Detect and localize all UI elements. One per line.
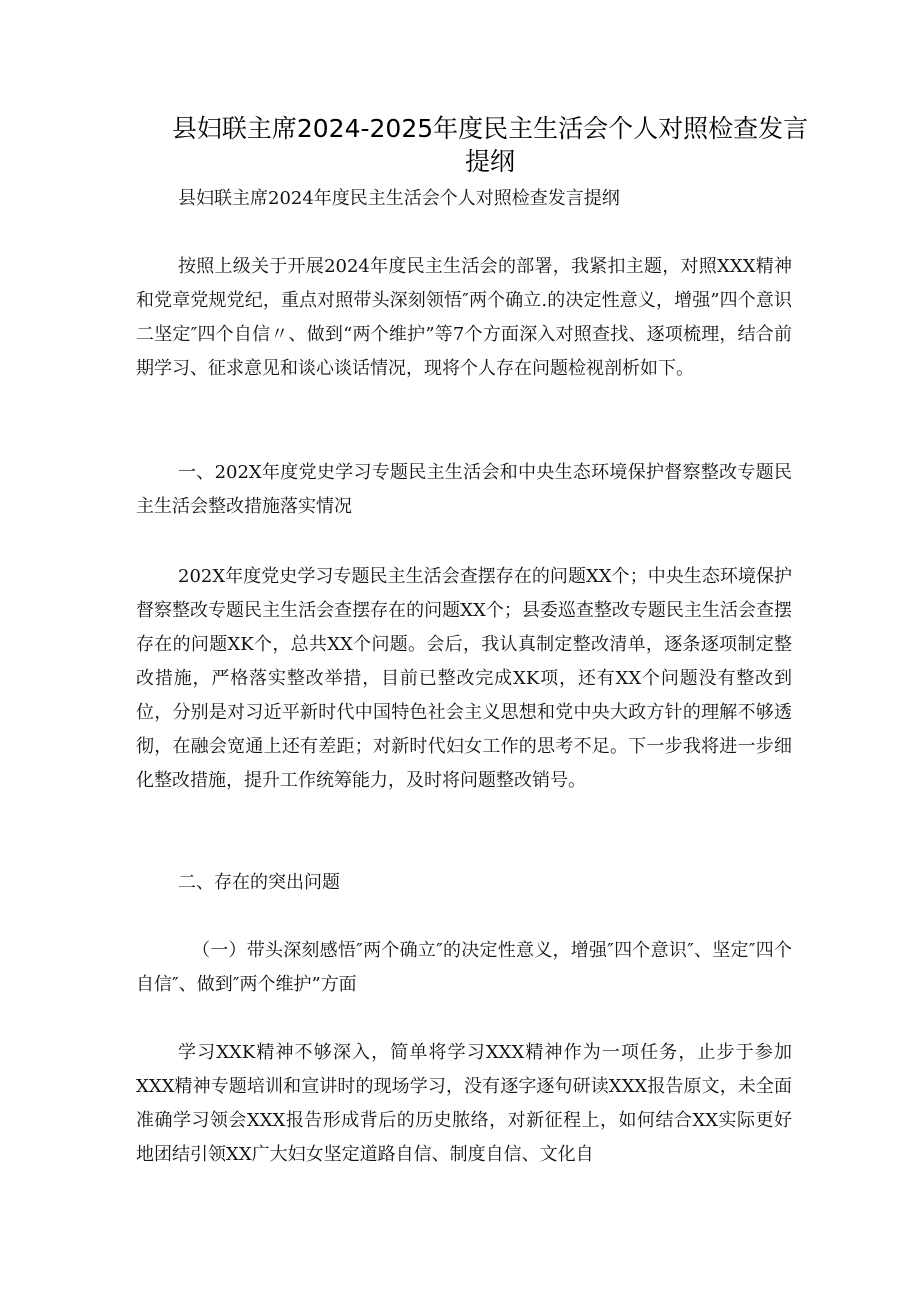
section-heading-2: 二、存在的突出问题 <box>178 872 340 893</box>
document-title: 县妇联主席2024-2025年度民主生活会个人对照检查发言提纲 <box>171 114 809 176</box>
intro-paragraph: 按照上级关于开展2024年度民主生活会的部署，我紧扣主题，对照XXX精神和党章党规党纪，重点对照带头深刻领悟″两个确立.的决定性意义，增强”四个意识二坚定″四个自信〃、做到“两个维护”等7个方面深入对照查找、逐项梳理，结合前期学习、征求意见和谈心谈话情况，现将个人存在问题检视剖析如下。 <box>136 256 792 379</box>
section-body-1: 202X年度党史学习专题民主生活会查摆存在的问题XX个；中央生态环境保护督察整改专题民主生活会查摆存在的问题XX个；县委巡查整改专题民主生活会查摆存在的问题XK个，总共XX个问题。会后，我认真制定整改清单，逐条逐项制定整改措施，严格落实整改举措，目前已整改完成XK项，还有XX个问题没有整改到位，分别是对习近平新时代中国特色社会主义思想和党中央大政方针的理解不够透彻，在融会宽通上还有差距；对新时代妇女工作的思考不足。下一步我将进一步细化整改措施，提升工作统筹能力，及时将问题整改销号。 <box>136 566 792 791</box>
subsection-body-1: 学习XXK精神不够深入，简单将学习XXX精神作为一项任务，止步于参加XXX精神专题培训和宣讲时的现场学习，没有逐字逐句研读XXX报告原文，未全面准确学习领会XXX报告形成背后的历史脓络，对新征程上，如何结合XX实际更好地团结引领XX广大妇女坚定道路自信、制度自信、文化自 <box>136 1042 792 1165</box>
subsection-heading-1: （一）带头深刻感悟″两个确立″的决定性意义，增强″四个意识″、坚定″四个自信″、做到″两个维护”方面 <box>136 940 792 995</box>
document-subtitle: 县妇联主席2024年度民主生活会个人对照检查发言提纲 <box>178 188 620 209</box>
section-heading-1: 一、202X年度党史学习专题民主生活会和中央生态环境保护督察整改专题民主生活会整改措施落实情况 <box>136 462 792 517</box>
